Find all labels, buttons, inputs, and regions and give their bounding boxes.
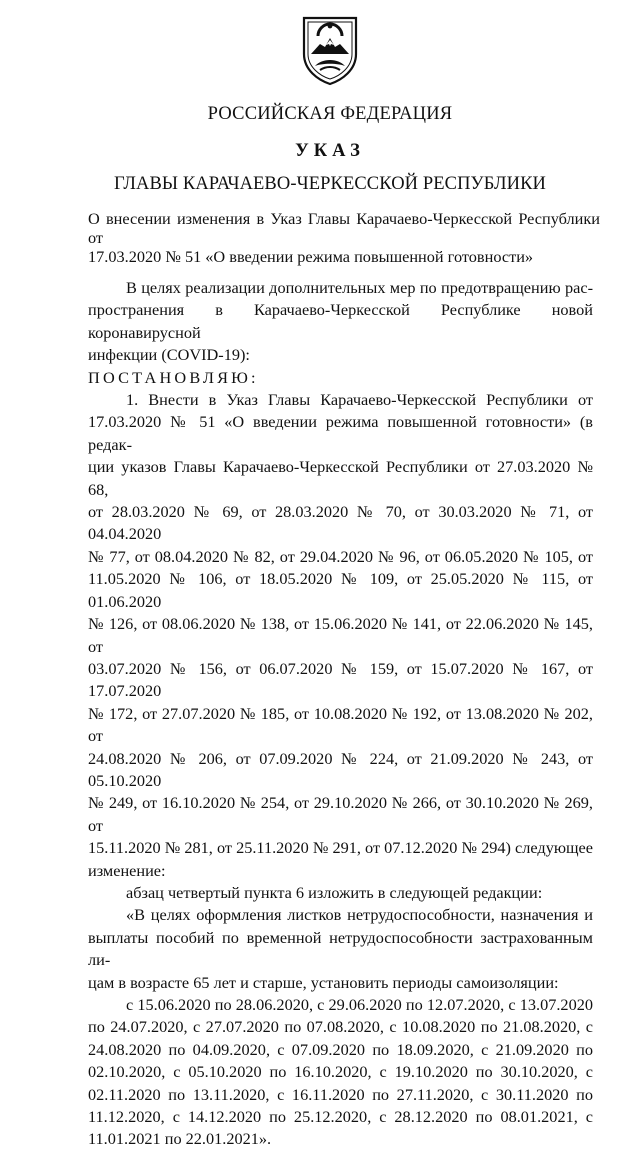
republic-emblem-icon	[298, 14, 362, 86]
country-heading: РОССИЙСКАЯ ФЕДЕРАЦИЯ	[207, 104, 453, 124]
quote-line: 11.01.2021 по 22.01.2021».	[88, 1129, 272, 1149]
preamble-line: инфекции (COVID-19):	[88, 345, 250, 365]
clause-line: 15.11.2020 № 281, от 25.11.2020 № 291, от 07.12.2020 № 294) следующее	[88, 838, 593, 858]
clause-line: 11.05.2020 № 106, от 18.05.2020 № 109, от 25.05.2020 № 115, от 01.06.2020	[88, 569, 593, 611]
instruction-line: абзац четвертый пункта 6 изложить в следующей редакции:	[126, 882, 543, 902]
clause-line: от 28.03.2020 № 69, от 28.03.2020 № 70, от 30.03.2020 № 71, от 04.04.2020	[88, 502, 593, 544]
document-body	[88, 277, 593, 1151]
clause-line: № 126, от 08.06.2020 № 138, от 15.06.2020 № 141, от 22.06.2020 № 145, от	[88, 614, 593, 656]
clause-line: 24.08.2020 № 206, от 07.09.2020 № 224, от 21.09.2020 № 243, от 05.10.2020	[88, 748, 593, 790]
clause-line: № 172, от 27.07.2020 № 185, от 10.08.2020 № 192, от 13.08.2020 № 202, от	[88, 703, 593, 746]
preamble-paragraph	[88, 277, 593, 367]
decree-word: ПОСТАНОВЛЯЮ:	[88, 367, 259, 387]
clause-1-paragraph	[88, 389, 593, 882]
subject-line: 17.03.2020 № 51 «О введении режима повышенной готовности»	[88, 247, 534, 266]
preamble-line: пространения в Карачаево-Черкесской Республике новой коронавирусной	[88, 300, 593, 342]
document-type-heading: УКАЗ	[295, 141, 365, 161]
quote-line: выплаты пособий по временной нетрудоспособности застрахованным ли-	[88, 927, 593, 970]
clause-line: 17.03.2020 № 51 «О введении режима повышенной готовности» (в редак-	[88, 412, 593, 454]
subject-line: О внесении изменения в Указ Главы Карачаево-Черкесской Республики от	[88, 209, 600, 247]
quote-line: 02.10.2020, с 05.10.2020 по 16.10.2020, с 19.10.2020 по 30.10.2020, с	[88, 1062, 593, 1082]
quote-line: 02.11.2020 по 13.11.2020, с 16.11.2020 по 27.11.2020, с 30.11.2020 по	[88, 1084, 593, 1104]
quote-line: с 15.06.2020 по 28.06.2020, с 29.06.2020 по 12.07.2020, с 13.07.2020	[126, 995, 593, 1014]
clause-line: изменение:	[88, 860, 166, 880]
document-subject	[88, 209, 600, 266]
clause-line: № 77, от 08.04.2020 № 82, от 29.04.2020 № 96, от 06.05.2020 № 105, от	[88, 546, 593, 566]
clause-line: № 249, от 16.10.2020 № 254, от 29.10.2020 № 266, от 30.10.2020 № 269, от	[88, 793, 593, 835]
quote-line: 24.08.2020 по 04.09.2020, с 07.09.2020 по 18.09.2020, с 21.09.2020 по	[88, 1039, 593, 1059]
clause-line: 03.07.2020 № 156, от 06.07.2020 № 159, от 15.07.2020 № 167, от 17.07.2020	[88, 658, 593, 701]
quote-line: цам в возрасте 65 лет и старше, установить периоды самоизоляции:	[88, 972, 559, 992]
clause-line: 1. Внести в Указ Главы Карачаево-Черкесской Республики от	[126, 390, 593, 410]
quote-line: «В целях оформления листков нетрудоспособности, назначения и	[126, 905, 593, 925]
issuer-heading: ГЛАВЫ КАРАЧАЕВО-ЧЕРКЕССКОЙ РЕСПУБЛИКИ	[113, 174, 547, 194]
clause-line: ции указов Главы Карачаево-Черкесской Республики от 27.03.2020 № 68,	[88, 457, 593, 499]
quoted-amendment	[88, 904, 593, 1150]
quote-line: 11.12.2020, с 14.12.2020 по 25.12.2020, с 28.12.2020 по 08.01.2021, с	[88, 1107, 593, 1127]
quote-line: по 24.07.2020, с 27.07.2020 по 07.08.2020, с 10.08.2020 по 21.08.2020, с	[88, 1017, 593, 1037]
preamble-line: В целях реализации дополнительных мер по предотвращению рас-	[126, 278, 593, 297]
